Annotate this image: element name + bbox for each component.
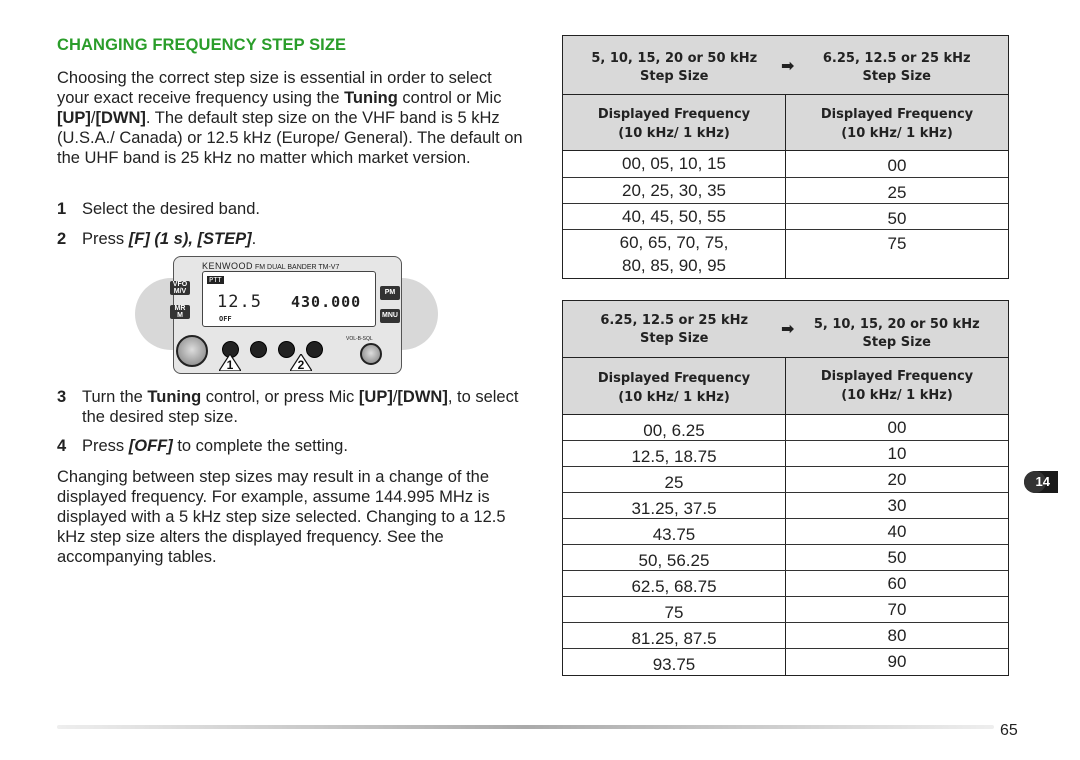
step-2: 2 Press [F] (1 s), [STEP]. — [57, 230, 257, 248]
table-row: 00, 6.25 00 — [563, 415, 1008, 441]
mnu-key: MNU — [380, 309, 400, 323]
radio-brand: KENWOOD FM DUAL BANDER TM-V7 — [202, 261, 340, 271]
table-2-rows — [563, 415, 1008, 675]
table-row: 40, 45, 50, 55 50 — [563, 204, 1008, 230]
radio-front-panel-illustration — [135, 256, 438, 374]
table-row: 75 70 — [563, 597, 1008, 623]
page-number: 65 — [1000, 722, 1018, 739]
vol-sql-label: VOL-B-SQL — [346, 336, 373, 342]
table-1-header: 5, 10, 15, 20 or 50 kHz Step Size ➡ 6.25, 12.5 or 25 kHz Step Size — [563, 36, 1008, 95]
callout-2: 2 — [290, 354, 312, 371]
intro-paragraph: Choosing the correct step size is essential in order to select your exact receive frequency using the Tuning control or Mic [UP]/[DWN]. The default step size on the VHF band is 5 kHz (U.S.A./ Canada) or 12.5 kHz (Europe/ General). The default on the UHF band is 25 kHz no matter which market version. — [57, 69, 523, 167]
table-1-rows — [563, 151, 1008, 278]
vfo-mv-key: VFO M/V — [170, 281, 190, 295]
step-conversion-table-2 — [562, 300, 1009, 676]
table-row: 31.25, 37.5 30 — [563, 493, 1008, 519]
section-heading: CHANGING FREQUENCY STEP SIZE — [57, 36, 347, 54]
arrow-right-icon: ➡ — [781, 321, 795, 338]
pm-key: PM — [380, 286, 400, 300]
volume-knob-icon — [360, 343, 382, 365]
table-row: 62.5, 68.75 60 — [563, 571, 1008, 597]
table-row: 12.5, 18.75 10 — [563, 441, 1008, 467]
panel-button-icon — [250, 341, 267, 358]
step-conversion-table-1 — [562, 35, 1009, 279]
table-row: 00, 05, 10, 15 00 — [563, 151, 1008, 178]
table-2-header: 6.25, 12.5 or 25 kHz Step Size ➡ 5, 10, 15, 20 or 50 kHz Step Size — [563, 301, 1008, 358]
table-2-column-headers: Displayed Frequency (10 kHz/ 1 kHz) Displayed Frequency (10 kHz/ 1 kHz) — [563, 358, 1008, 415]
tuning-knob-icon — [176, 335, 208, 367]
mr-m-key: MR M — [170, 305, 190, 319]
step-3: 3 Turn the Tuning control, or press Mic [UP]/[DWN], to select the desired step size. — [57, 388, 519, 426]
closing-paragraph: Changing between step sizes may result in a change of the displayed frequency. For example, assume 144.995 MHz is displayed with a 5 kHz step size selected. Changing to a 12.5 kHz step size alters the displayed frequency. See the accompanying tables. — [57, 468, 506, 566]
table-row: 25 20 — [563, 467, 1008, 493]
callout-1: 1 — [219, 354, 241, 371]
table-row: 50, 56.25 50 — [563, 545, 1008, 571]
table-row: 93.75 90 — [563, 649, 1008, 675]
table-row: 60, 65, 70, 75, 80, 85, 90, 95 75 — [563, 230, 1008, 278]
table-1-column-headers: Displayed Frequency (10 kHz/ 1 kHz) Displayed Frequency (10 kHz/ 1 kHz) — [563, 95, 1008, 151]
chapter-tab: 14 — [1024, 471, 1058, 493]
step-1: 1 Select the desired band. — [57, 200, 260, 218]
arrow-right-icon: ➡ — [781, 58, 795, 75]
step-4: 4 Press [OFF] to complete the setting. — [57, 437, 348, 455]
table-row: 43.75 40 — [563, 519, 1008, 545]
table-row: 20, 25, 30, 35 25 — [563, 178, 1008, 204]
radio-display: PTT 12.5 430.000 OFF — [202, 271, 376, 327]
table-row: 81.25, 87.5 80 — [563, 623, 1008, 649]
footer-rule — [57, 725, 994, 729]
